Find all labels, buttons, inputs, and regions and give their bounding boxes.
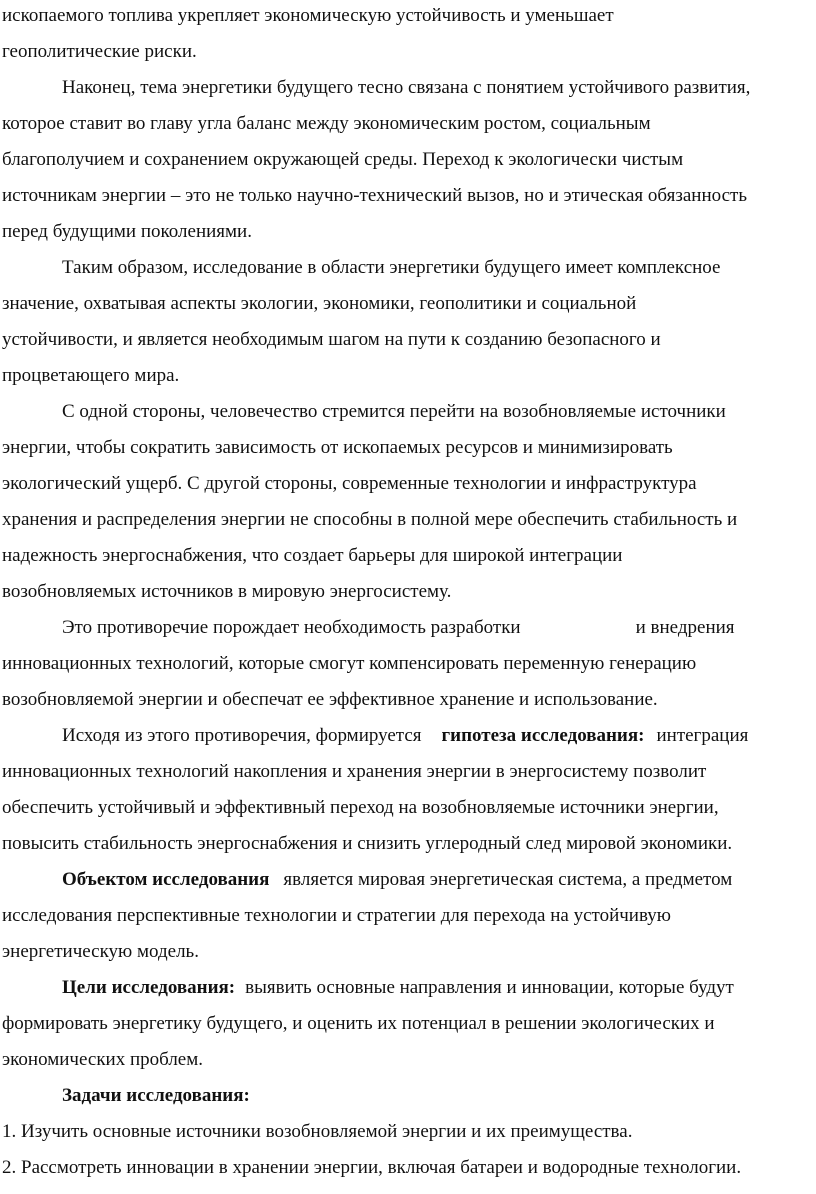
text-line: перед будущими поколениями. (2, 221, 252, 242)
text-line: геополитические риски. (2, 41, 197, 62)
goals-label: Цели исследования: (62, 977, 236, 998)
text-line: источникам энергии – это не только научно-технический вызов, но и этическая обязанность (2, 185, 747, 206)
text-line: хранения и распределения энергии не способны в полной мере обеспечить стабильность и (2, 509, 738, 530)
text-line: возобновляемой энергии и обеспечат ее эффективное хранение и использование. (2, 689, 658, 710)
text-line: энергетическую модель. (2, 941, 199, 962)
text-line: энергии, чтобы сократить зависимость от ископаемых ресурсов и минимизировать (2, 437, 673, 458)
text-line: процветающего мира. (2, 365, 180, 386)
hypothesis-lead: Исходя из этого противоречия, формируется (62, 725, 422, 746)
text-line: обеспечить устойчивый и эффективный переход на возобновляемые источники энергии, (2, 797, 719, 818)
hypothesis-text: интеграция (656, 725, 749, 746)
text-line: благополучием и сохранением окружающей среды. Переход к экологически чистым (2, 149, 684, 170)
text-line: Наконец, тема энергетики будущего тесно связана с понятием устойчивого развития, (62, 77, 751, 98)
hypothesis-line (62, 724, 748, 748)
hypothesis-label: гипотеза исследования: (441, 725, 645, 746)
text-line: инновационных технологий накопления и хранения энергии в энергосистему позволит (2, 761, 707, 782)
text-line: которое ставит во главу угла баланс между экономическим ростом, социальным (2, 113, 651, 134)
task-item: 2. Рассмотреть инновации в хранении энергии, включая батареи и водородные технологии. (2, 1157, 742, 1178)
text-line: ископаемого топлива укрепляет экономическую устойчивость и уменьшает (2, 5, 614, 26)
text-line: С одной стороны, человечество стремится перейти на возобновляемые источники (62, 401, 726, 422)
text-line: возобновляемых источников в мировую энергосистему. (2, 581, 452, 602)
text-line: экологический ущерб. С другой стороны, современные технологии и инфраструктура (2, 473, 697, 494)
text-line: формировать энергетику будущего, и оценить их потенциал в решении экологических и (2, 1013, 715, 1034)
text-line: надежность энергоснабжения, что создает барьеры для широкой интеграции (2, 545, 623, 566)
text-line: повысить стабильность энергоснабжения и снизить углеродный след мировой экономики. (2, 833, 733, 854)
contradiction-end: и внедрения (635, 617, 735, 638)
text-line: устойчивости, и является необходимым шагом на пути к созданию безопасного и (2, 329, 661, 350)
text-line: Таким образом, исследование в области энергетики будущего имеет комплексное (62, 257, 721, 278)
text-line: значение, охватывая аспекты экологии, экономики, геополитики и социальной (2, 293, 637, 314)
contradiction-start: Это противоречие порождает необходимость разработки (62, 617, 521, 638)
goals-line (62, 976, 734, 1000)
object-line (62, 868, 732, 892)
goals-text: выявить основные направления и инновации, которые будут (245, 977, 734, 998)
contradiction-line (62, 616, 735, 640)
tasks-heading: Задачи исследования: (62, 1085, 250, 1106)
object-text: является мировая энергетическая система, а предметом (283, 869, 733, 890)
task-item: 1. Изучить основные источники возобновляемой энергии и их преимущества. (2, 1121, 633, 1142)
text-line: исследования перспективные технологии и стратегии для перехода на устойчивую (2, 905, 671, 926)
text-line: инновационных технологий, которые смогут компенсировать переменную генерацию (2, 653, 697, 674)
object-label: Объектом исследования (62, 869, 270, 890)
text-line: экономических проблем. (2, 1049, 204, 1070)
